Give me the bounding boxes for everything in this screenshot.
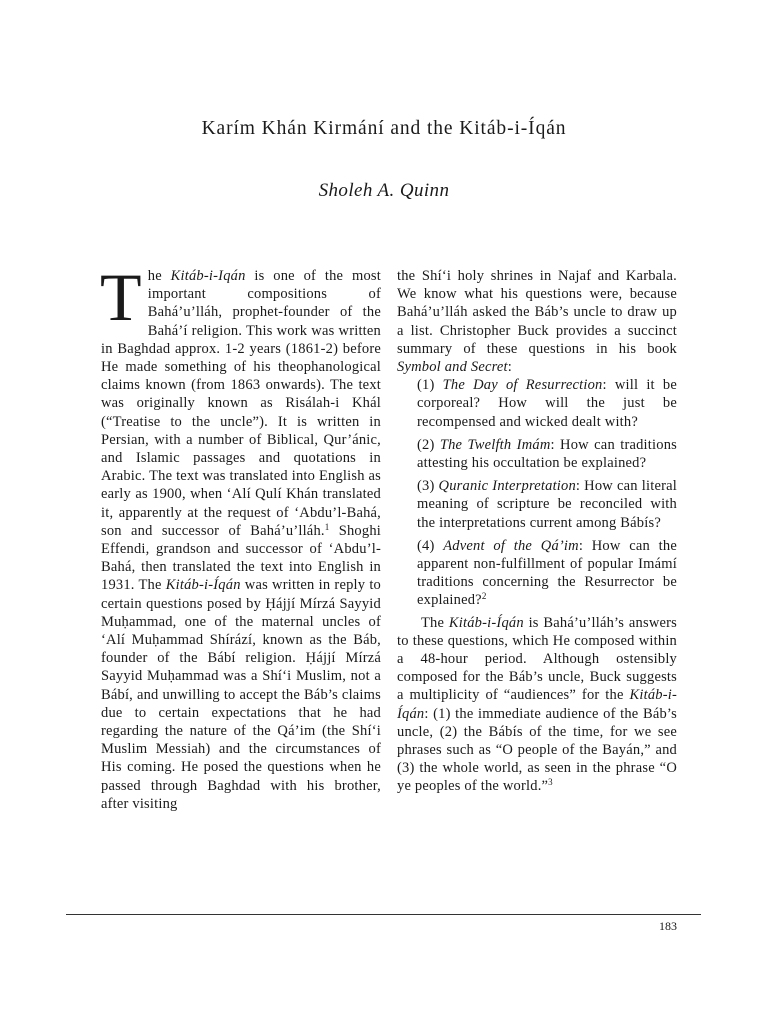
question-item [417, 537, 677, 610]
article-title: Karím Khán Kirmání and the Kitáb-i-Íqán [201, 118, 567, 139]
text-run: is one of the most important compositions of Bahá’u’lláh, prophet-founder of the Bahá’í religion. This work was written in Baghdad approx. 1-2 years (1861-2) before He made something of his theophanological claims known (from 1863 onwards). The text was originally known as Risálah-i Khál (“Treatise to the uncle”). It is written in Persian, with a number of Biblical, Qur’ánic, and Islamic passages and quotations in Arabic. The text was translated into English as early as 1900, when ‘Alí Qulí Khán translated it, apparently at the request of ‘Abdu’l-Bahá, son and successor of Bahá’u’lláh. [101, 268, 381, 539]
question-text: : How can traditions attesting his occultation be explained? [417, 436, 677, 472]
continued-paragraph [397, 267, 677, 376]
text-run: the Shí‘i holy shrines in Najaf and Karbala. We know what his questions were, because Bahá’u’lláh asked the Báb’s uncle to draw up a list. Christopher Buck provides a succinct summary of these questions in his book [397, 268, 677, 357]
question-item [417, 436, 677, 472]
book-title-italic: Kitáb-i-Íqán [397, 687, 677, 722]
question-text: : How can the apparent non-fulfillment of popular Imámí traditions concerning the Resurrector be explained? [417, 537, 677, 609]
book-title-italic: Kitáb-i-Iqán [170, 268, 246, 284]
question-item [417, 376, 677, 431]
text-run: Shoghi Effendi, grandson and successor of ‘Abdu’l-Bahá, then translated the text into English in 1931. The [101, 522, 381, 594]
text-run: : (1) the immediate audience of the Báb’s uncle, (2) the Bábís of the time, for we see phrases such as “O people of the Bayán,” and (3) the whole world, as seen in the phrase “O ye peoples of the world.” [397, 705, 677, 795]
answers-paragraph [397, 614, 677, 796]
question-text: : will it be corporeal? How will the just be recompensed and wicked dealt with? [417, 377, 677, 430]
question-text: : How can literal meaning of scripture be reconciled with the interpretations current among Bábís? [417, 478, 677, 531]
book-title-italic: Symbol and Secret [397, 359, 508, 376]
question-topic: The Day of Resurrection [442, 377, 603, 394]
question-number: (1) [417, 377, 443, 394]
questions-list [397, 376, 677, 609]
footnote-ref-3[interactable]: 3 [548, 777, 553, 788]
question-topic: The Twelfth Imám [439, 436, 551, 453]
intro-paragraph [100, 259, 382, 813]
drop-cap: T [100, 259, 142, 335]
question-topic: Quranic Interpretation [438, 478, 576, 495]
book-title-italic: Kitáb-i-Íqán [165, 577, 241, 594]
footer-rule [66, 914, 701, 915]
text-run: is Bahá’u’lláh’s answers to these questions, which He composed within a 48-hour period. Although ostensibly composed for the Báb’s uncle, Buck suggests a multiplicity of “audiences” for the [397, 614, 677, 704]
right-column [397, 267, 677, 796]
page-number: 183 [659, 919, 677, 933]
question-number: (4) [417, 537, 444, 554]
text-run: The [421, 614, 449, 631]
text-run: : [507, 359, 513, 376]
question-number: (3) [417, 478, 439, 495]
book-title-italic: Kitáb-i-Íqán [448, 614, 524, 631]
left-column [100, 259, 382, 813]
question-topic: Advent of the Qá’im [443, 537, 579, 554]
question-number: (2) [417, 436, 440, 453]
footnote-ref-2[interactable]: 2 [481, 591, 487, 602]
author-name: Sholeh A. Quinn [318, 180, 450, 201]
text-run: he [147, 268, 171, 284]
footnote-ref-1[interactable]: 1 [324, 521, 330, 532]
text-run: was written in reply to certain questions posed by Ḥájjí Mírzá Sayyid Muḥammad, one of the maternal uncles of ‘Alí Muḥammad Shírází, known as the Báb, founder of the Bábí religion. Ḥájjí Mírzá Sayyid Muḥammad was a Shí‘i Muslim, not a Bábí, and unwilling to accept the Báb’s claims due to certain expectations that he had regarding the nature of the Qá’im (the Shí‘i Muslim Messiah) and the circumstances of His coming. He posed the questions when he passed through Baghdad with his brother, after visiting [101, 577, 382, 812]
question-item [417, 477, 677, 532]
